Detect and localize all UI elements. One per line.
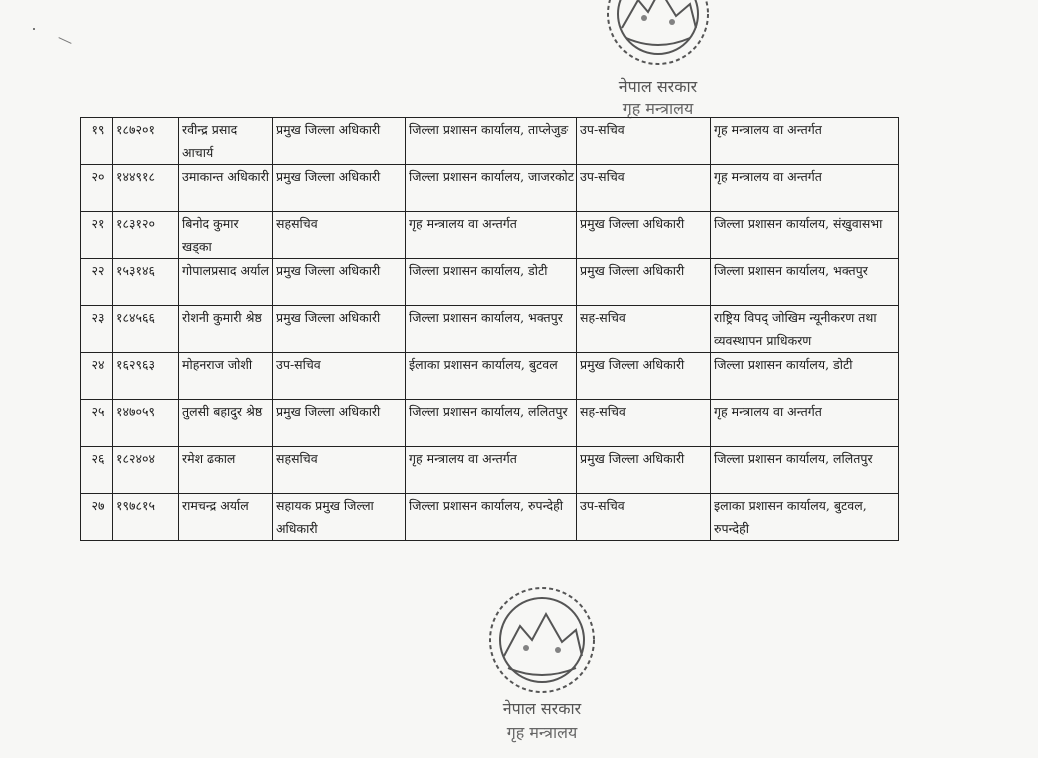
employee-id-cell: १८४५६६ xyxy=(113,306,179,353)
current-office-cell: जिल्ला प्रशासन कार्यालय, जाजरकोट xyxy=(406,165,577,212)
current-office-cell: जिल्ला प्रशासन कार्यालय, रुपन्देही xyxy=(406,494,577,541)
new-office-cell: जिल्ला प्रशासन कार्यालय, ललितपुर xyxy=(711,447,899,494)
government-seal-top xyxy=(578,0,738,122)
current-office-cell: ईलाका प्रशासन कार्यालय, बुटवल xyxy=(406,353,577,400)
serial-number-cell: २७ xyxy=(81,494,113,541)
name-cell: रवीन्द्र प्रसाद आचार्य xyxy=(179,118,273,165)
table-row xyxy=(81,165,899,212)
current-post-cell: सहायक प्रमुख जिल्ला अधिकारी xyxy=(273,494,406,541)
employee-id-cell: १४७०५९ xyxy=(113,400,179,447)
serial-number-cell: २४ xyxy=(81,353,113,400)
new-office-cell: राष्ट्रिय विपद् जोखिम न्यूनीकरण तथा व्यवस्थापन प्राधिकरण xyxy=(711,306,899,353)
employee-id-cell: १९७८१५ xyxy=(113,494,179,541)
new-office-cell: जिल्ला प्रशासन कार्यालय, संखुवासभा xyxy=(711,212,899,259)
current-office-cell: जिल्ला प्रशासन कार्यालय, ताप्लेजुङ xyxy=(406,118,577,165)
new-office-cell: गृह मन्त्रालय वा अन्तर्गत xyxy=(711,118,899,165)
name-cell: तुलसी बहादुर श्रेष्ठ xyxy=(179,400,273,447)
name-cell: गोपालप्रसाद अर्याल xyxy=(179,259,273,306)
svg-text:गृह मन्त्रालय: गृह मन्त्रालय xyxy=(506,723,578,742)
table-row xyxy=(81,447,899,494)
table-row xyxy=(81,259,899,306)
current-post-cell: प्रमुख जिल्ला अधिकारी xyxy=(273,165,406,212)
new-post-cell: उप-सचिव xyxy=(577,165,711,212)
current-post-cell: सहसचिव xyxy=(273,447,406,494)
serial-number-cell: १९ xyxy=(81,118,113,165)
current-office-cell: जिल्ला प्रशासन कार्यालय, डोटी xyxy=(406,259,577,306)
new-office-cell: इलाका प्रशासन कार्यालय, बुटवल, रुपन्देही xyxy=(711,494,899,541)
name-cell: उमाकान्त अधिकारी xyxy=(179,165,273,212)
current-post-cell: प्रमुख जिल्ला अधिकारी xyxy=(273,400,406,447)
new-post-cell: सह-सचिव xyxy=(577,306,711,353)
svg-text:नेपाल सरकार: नेपाल सरकार xyxy=(618,77,698,96)
name-cell: रोशनी कुमारी श्रेष्ठ xyxy=(179,306,273,353)
current-post-cell: प्रमुख जिल्ला अधिकारी xyxy=(273,306,406,353)
government-seal-bottom xyxy=(462,578,622,758)
new-office-cell: गृह मन्त्रालय वा अन्तर्गत xyxy=(711,400,899,447)
new-post-cell: उप-सचिव xyxy=(577,118,711,165)
current-office-cell: गृह मन्त्रालय वा अन्तर्गत xyxy=(406,447,577,494)
serial-number-cell: २० xyxy=(81,165,113,212)
employee-id-cell: १८३१२० xyxy=(113,212,179,259)
table-row xyxy=(81,306,899,353)
new-post-cell: प्रमुख जिल्ला अधिकारी xyxy=(577,353,711,400)
name-cell: रामचन्द्र अर्याल xyxy=(179,494,273,541)
new-post-cell: प्रमुख जिल्ला अधिकारी xyxy=(577,259,711,306)
svg-text:नेपाल सरकार: नेपाल सरकार xyxy=(502,699,582,718)
table-row xyxy=(81,118,899,165)
current-post-cell: उप-सचिव xyxy=(273,353,406,400)
serial-number-cell: २६ xyxy=(81,447,113,494)
current-post-cell: प्रमुख जिल्ला अधिकारी xyxy=(273,118,406,165)
scan-speck xyxy=(33,28,35,30)
svg-text:गृह मन्त्रालय: गृह मन्त्रालय xyxy=(622,99,694,118)
new-post-cell: सह-सचिव xyxy=(577,400,711,447)
current-office-cell: गृह मन्त्रालय वा अन्तर्गत xyxy=(406,212,577,259)
serial-number-cell: २१ xyxy=(81,212,113,259)
table-row xyxy=(81,400,899,447)
current-office-cell: जिल्ला प्रशासन कार्यालय, भक्तपुर xyxy=(406,306,577,353)
current-office-cell: जिल्ला प्रशासन कार्यालय, ललितपुर xyxy=(406,400,577,447)
table-row xyxy=(81,494,899,541)
employee-id-cell: १५३१४६ xyxy=(113,259,179,306)
new-post-cell: उप-सचिव xyxy=(577,494,711,541)
current-post-cell: प्रमुख जिल्ला अधिकारी xyxy=(273,259,406,306)
employee-id-cell: १४४९१८ xyxy=(113,165,179,212)
employee-id-cell: १८७२०१ xyxy=(113,118,179,165)
name-cell: रमेश ढकाल xyxy=(179,447,273,494)
serial-number-cell: २३ xyxy=(81,306,113,353)
transfer-table xyxy=(80,117,899,541)
table-row xyxy=(81,212,899,259)
new-office-cell: जिल्ला प्रशासन कार्यालय, डोटी xyxy=(711,353,899,400)
serial-number-cell: २५ xyxy=(81,400,113,447)
table-row xyxy=(81,353,899,400)
current-post-cell: सहसचिव xyxy=(273,212,406,259)
new-post-cell: प्रमुख जिल्ला अधिकारी xyxy=(577,447,711,494)
serial-number-cell: २२ xyxy=(81,259,113,306)
employee-id-cell: १६२९६३ xyxy=(113,353,179,400)
scan-mark xyxy=(58,37,71,44)
name-cell: बिनोद कुमार खड्का xyxy=(179,212,273,259)
employee-id-cell: १८२४०४ xyxy=(113,447,179,494)
name-cell: मोहनराज जोशी xyxy=(179,353,273,400)
new-office-cell: गृह मन्त्रालय वा अन्तर्गत xyxy=(711,165,899,212)
new-office-cell: जिल्ला प्रशासन कार्यालय, भक्तपुर xyxy=(711,259,899,306)
new-post-cell: प्रमुख जिल्ला अधिकारी xyxy=(577,212,711,259)
